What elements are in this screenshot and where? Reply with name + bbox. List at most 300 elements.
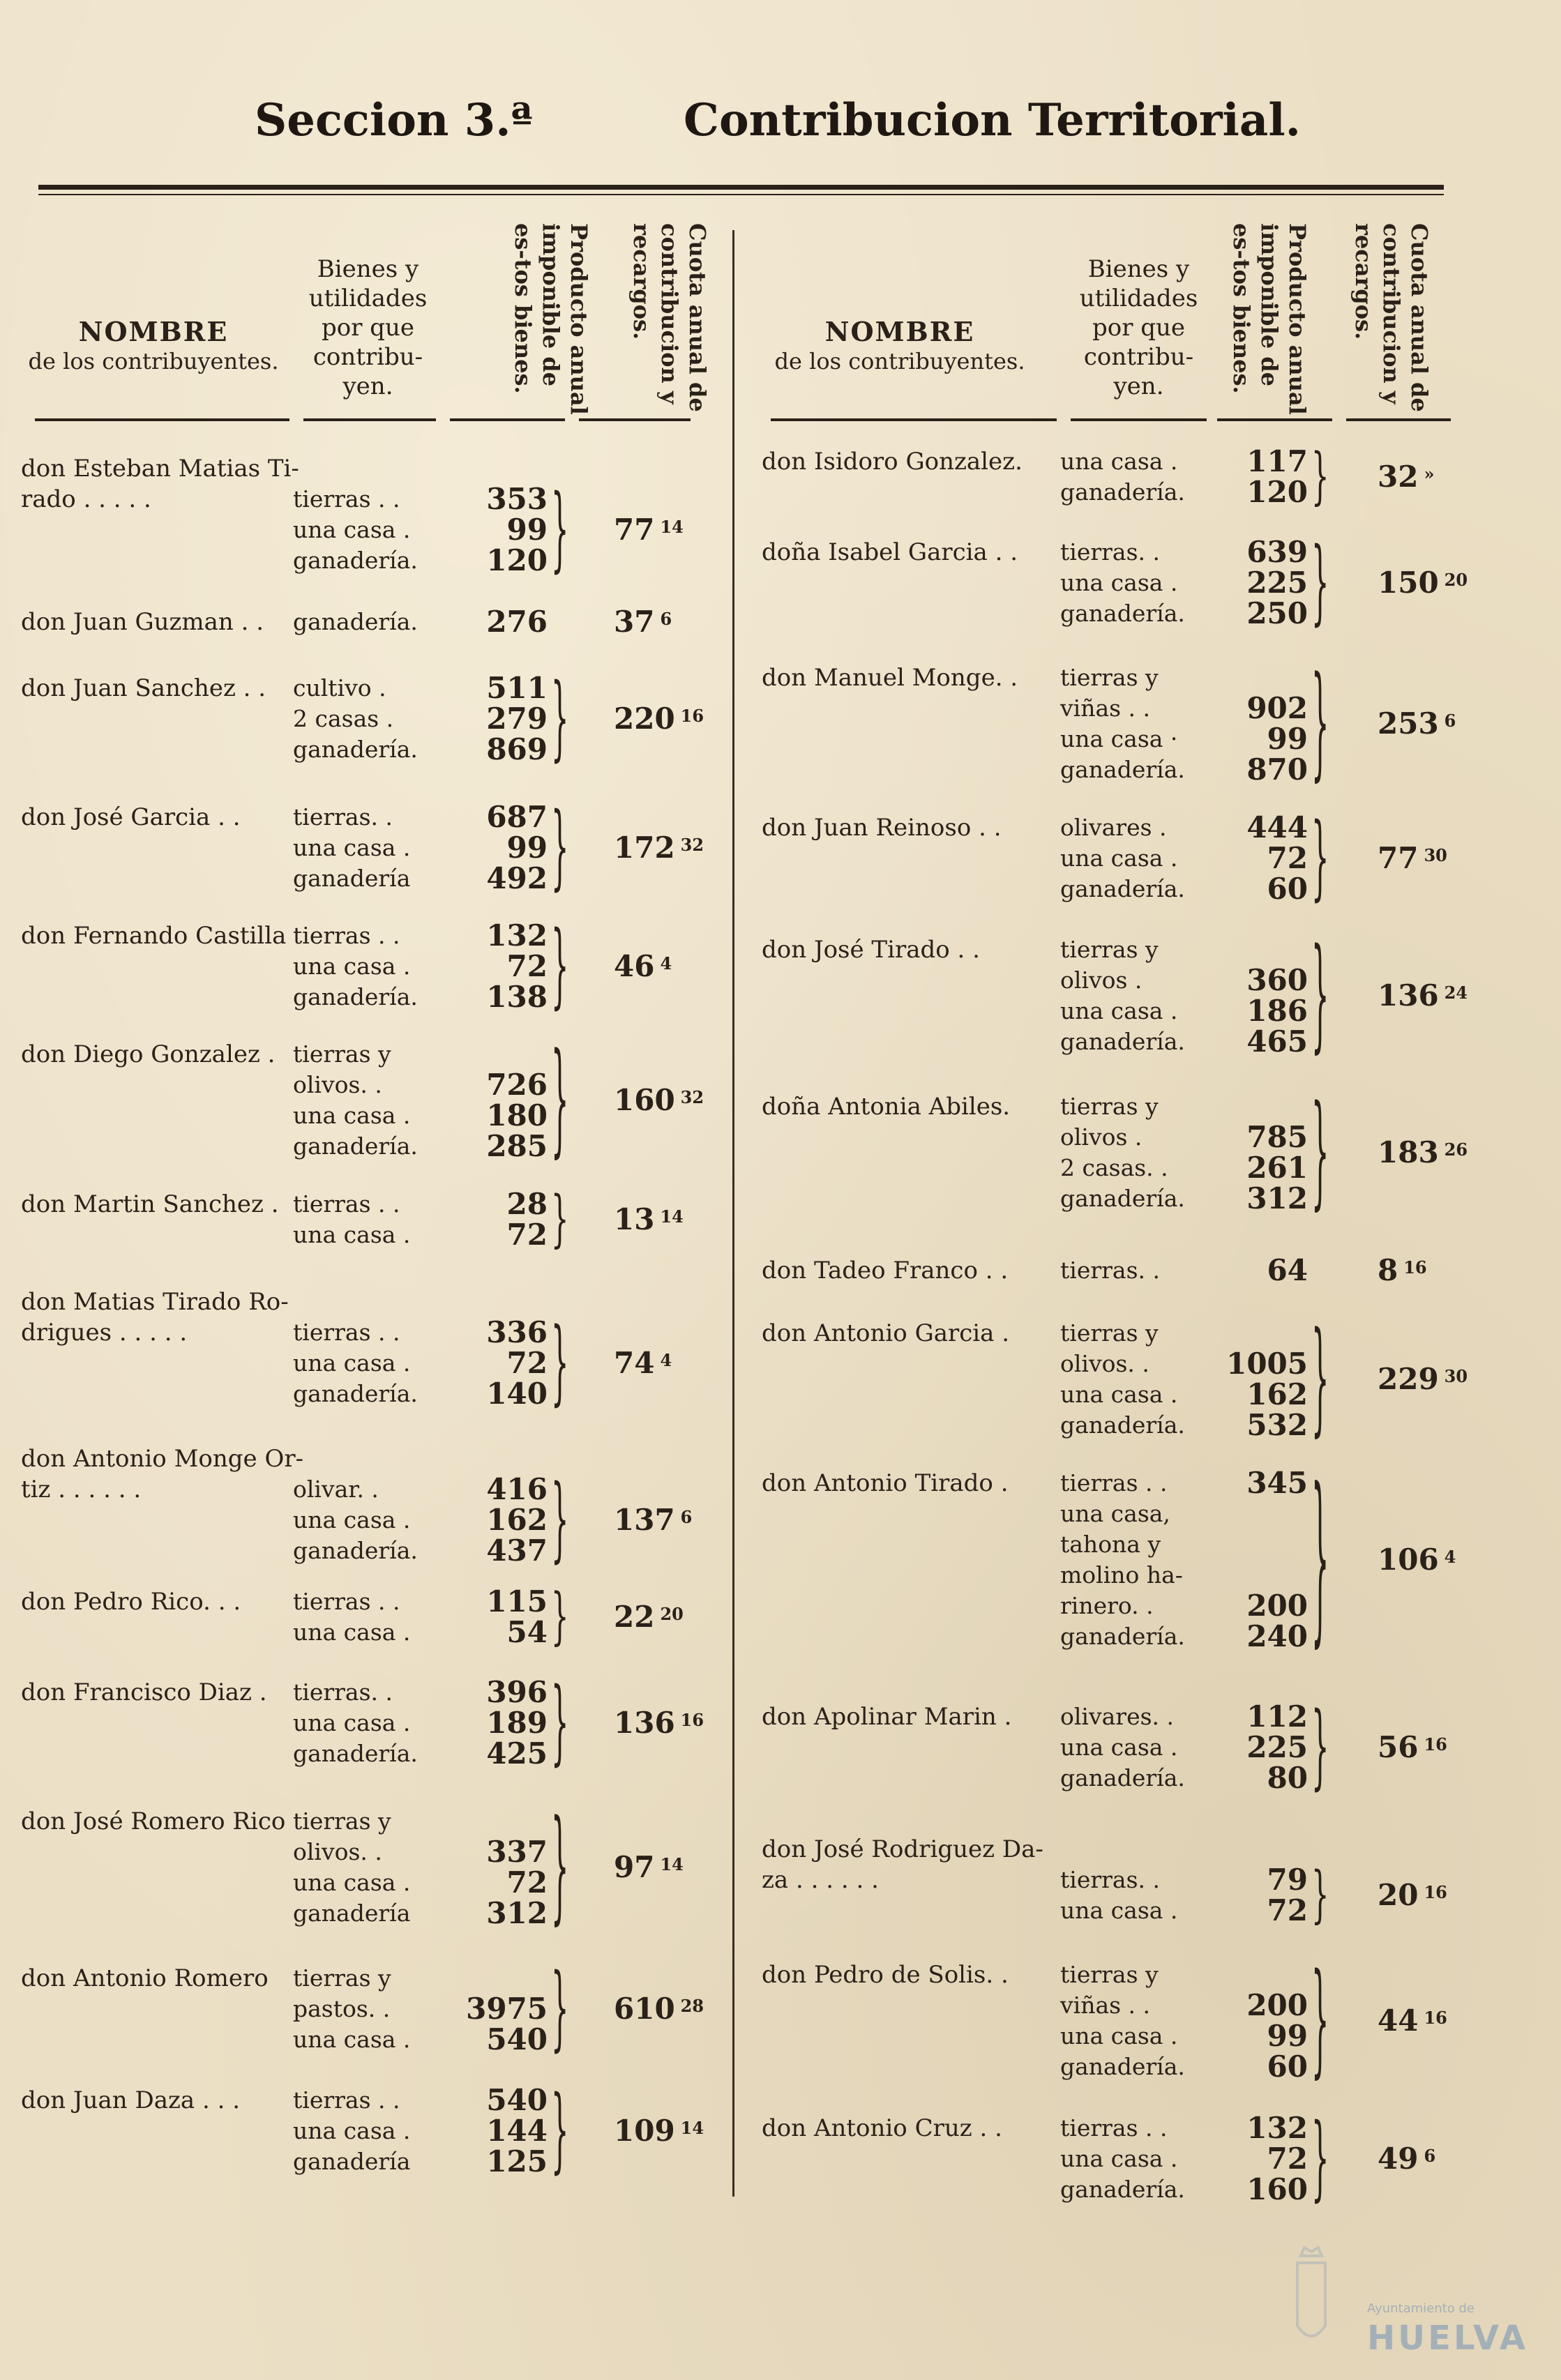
header-underline xyxy=(1217,418,1332,421)
watermark-title: HUELVA xyxy=(1367,2319,1528,2358)
property-value: 112 xyxy=(1246,1699,1308,1734)
cuota-fraction: 16 xyxy=(680,1710,704,1730)
property-value: 532 xyxy=(1246,1408,1308,1442)
property-value: 140 xyxy=(486,1377,548,1411)
property-label: viñas . . xyxy=(1060,1992,1151,2019)
property-label: una casa . xyxy=(293,2026,411,2053)
cuota-fraction: 20 xyxy=(660,1604,684,1624)
contributor-name: don Juan Sanchez . . xyxy=(21,674,266,702)
property-value: 160 xyxy=(1246,2172,1308,2206)
property-label: una casa . xyxy=(1060,2022,1178,2049)
property-label: una casa . xyxy=(1060,1734,1178,1761)
property-label: tierras y xyxy=(1060,1093,1159,1120)
contributor-name: don Antonio Monge Or- xyxy=(21,1445,304,1473)
property-label: ganadería. xyxy=(293,547,418,574)
header-producto-left: Producto anual imponible de es-tos bienes. xyxy=(510,223,592,415)
contributor-name: don José Garcia . . xyxy=(21,803,241,831)
cuota-amount: 8 xyxy=(1378,1253,1398,1287)
grouping-brace: } xyxy=(1311,1695,1329,1801)
cuota-amount: 13 xyxy=(614,1202,655,1236)
property-value: 28 xyxy=(506,1187,548,1221)
property-label: tierras . . xyxy=(293,2086,400,2114)
cuota-amount: 229 xyxy=(1378,1362,1439,1396)
cuota-value xyxy=(1378,462,1434,492)
contributor-name: don Antonio Garcia . xyxy=(762,1319,1010,1347)
property-value: 120 xyxy=(1246,475,1308,509)
cuota-value xyxy=(614,1085,704,1116)
property-label: olivares . xyxy=(1060,814,1167,841)
property-label: 2 casas . xyxy=(293,705,394,732)
property-label: una casa . xyxy=(293,2117,411,2144)
property-value: 336 xyxy=(486,1315,548,1349)
property-label: ganadería. xyxy=(293,1132,418,1160)
contributor-name: don Tadeo Franco . . xyxy=(762,1257,1009,1284)
property-value: 511 xyxy=(486,671,548,705)
contributor-name: doña Isabel Garcia . . xyxy=(762,538,1018,566)
property-label: una casa . xyxy=(1060,1897,1178,1924)
property-value: 72 xyxy=(506,949,548,983)
property-value: 200 xyxy=(1246,1988,1308,2022)
cuota-amount: 150 xyxy=(1378,566,1439,600)
cuota-amount: 183 xyxy=(1378,1135,1439,1169)
cuota-fraction: 32 xyxy=(680,1087,704,1107)
property-value: 225 xyxy=(1246,1730,1308,1764)
property-label: tierras . . xyxy=(293,1319,400,1346)
property-value: 138 xyxy=(486,980,548,1014)
property-value: 186 xyxy=(1246,994,1308,1028)
grouping-brace: } xyxy=(1311,1308,1329,1450)
property-value: 99 xyxy=(506,513,548,547)
top-rule xyxy=(38,185,1444,190)
top-rule-thin xyxy=(38,194,1444,195)
contributor-name: don Juan Reinoso . . xyxy=(762,814,1002,842)
property-value: 60 xyxy=(1267,872,1308,906)
cuota-amount: 20 xyxy=(1378,1878,1419,1912)
property-label: tierras . . xyxy=(293,1588,400,1615)
property-label: una casa . xyxy=(293,1709,411,1736)
property-value: 360 xyxy=(1246,963,1308,997)
contributor-name: don José Rodriguez Da- xyxy=(762,1835,1043,1863)
cuota-amount: 77 xyxy=(1378,841,1419,875)
header-nombre-subtitle: de los contribuyentes. xyxy=(774,348,1025,374)
grouping-brace: } xyxy=(1311,1950,1329,2092)
property-label: pastos. . xyxy=(293,1995,391,2022)
property-label: ganadería. xyxy=(293,1740,418,1767)
property-value: 120 xyxy=(486,543,548,577)
property-label: una casa . xyxy=(1060,997,1178,1024)
property-label: ganadería. xyxy=(1060,1764,1185,1791)
property-label: ganadería. xyxy=(293,608,418,635)
grouping-brace: } xyxy=(551,1029,569,1172)
header-nombre-title: NOMBRE xyxy=(78,316,229,347)
cuota-value xyxy=(1378,2144,1435,2174)
property-label: ganadería xyxy=(293,2148,411,2175)
cuota-fraction: 26 xyxy=(1444,1139,1468,1160)
cuota-fraction: 14 xyxy=(660,517,684,537)
cuota-fraction: 16 xyxy=(680,706,704,726)
property-label: una casa . xyxy=(293,1869,411,1896)
property-value: 162 xyxy=(486,1503,548,1537)
property-label: molino ha- xyxy=(1060,1561,1183,1589)
header-cuota-right: Cuota anual de contribucion y recargos. xyxy=(1350,223,1433,412)
contributor-name: don Martin Sanchez . xyxy=(21,1190,279,1218)
property-value: 902 xyxy=(1246,691,1308,725)
cuota-value xyxy=(1378,1545,1456,1575)
cuota-value xyxy=(614,515,684,545)
header-bienes-left: Bienes y utilidades por que contribu-yen. xyxy=(308,255,428,400)
property-label: cultivo . xyxy=(293,674,386,702)
property-label: una casa . xyxy=(1060,448,1178,475)
contributor-name: don José Romero Rico xyxy=(21,1807,286,1835)
section-number: Seccion 3.ª xyxy=(255,94,533,146)
cuota-amount: 172 xyxy=(614,831,675,865)
contributor-name: don Antonio Tirado . xyxy=(762,1469,1009,1497)
property-value: 444 xyxy=(1246,810,1308,844)
grouping-brace: } xyxy=(551,666,569,772)
watermark-subtitle: Ayuntamiento de xyxy=(1367,2301,1475,2316)
property-value: 869 xyxy=(486,732,548,766)
cuota-amount: 56 xyxy=(1378,1730,1419,1764)
property-value: 540 xyxy=(486,2083,548,2117)
property-label: olivos. . xyxy=(293,1071,382,1098)
cuota-amount: 136 xyxy=(614,1706,675,1740)
contributor-name: don Isidoro Gonzalez. xyxy=(762,448,1023,476)
property-value: 72 xyxy=(506,1346,548,1380)
property-value: 540 xyxy=(486,2022,548,2056)
property-value: 465 xyxy=(1246,1024,1308,1059)
property-value: 60 xyxy=(1267,2049,1308,2084)
column-divider xyxy=(732,230,734,2197)
grouping-brace: } xyxy=(551,2078,569,2184)
property-label: ganadería. xyxy=(1060,1411,1185,1439)
property-value: 3975 xyxy=(466,1992,548,2026)
section-title: Contribucion Territorial. xyxy=(684,94,1301,146)
property-value: 261 xyxy=(1246,1151,1308,1185)
cuota-amount: 136 xyxy=(1378,978,1439,1013)
property-label: olivos . xyxy=(1060,1123,1143,1151)
cuota-value xyxy=(614,1505,692,1536)
grouping-brace: } xyxy=(551,914,569,1020)
property-label: olivos . xyxy=(1060,967,1143,994)
property-value: 416 xyxy=(486,1472,548,1506)
cuota-fraction: 6 xyxy=(660,609,672,629)
cuota-amount: 49 xyxy=(1378,2142,1419,2176)
grouping-brace: } xyxy=(1311,653,1329,795)
cuota-value xyxy=(614,2116,704,2146)
cuota-fraction: » xyxy=(1424,464,1435,484)
property-value: 144 xyxy=(486,2114,548,2148)
property-value: 162 xyxy=(1246,1377,1308,1411)
cuota-amount: 97 xyxy=(614,1850,655,1884)
header-nombre-subtitle: de los contribuyentes. xyxy=(28,348,279,374)
property-value: 99 xyxy=(1267,722,1308,756)
property-label: tierras . . xyxy=(1060,2114,1168,2142)
cuota-amount: 220 xyxy=(614,702,675,736)
cuota-fraction: 6 xyxy=(1444,711,1456,731)
property-label: tierras. . xyxy=(1060,538,1160,566)
grouping-brace: } xyxy=(1311,1454,1329,1666)
grouping-brace: } xyxy=(1311,1860,1329,1931)
contributor-name: don Apolinar Marin . xyxy=(762,1703,1012,1731)
grouping-brace: } xyxy=(551,1956,569,2062)
property-value: 225 xyxy=(1246,566,1308,600)
contributor-name: don Antonio Romero xyxy=(21,1964,269,1992)
property-value: 72 xyxy=(1267,2142,1308,2176)
contributor-name: don Antonio Cruz . . xyxy=(762,2114,1002,2142)
property-label: tierras y xyxy=(1060,664,1159,691)
cuota-value xyxy=(1378,2003,1447,2038)
property-label: ganadería xyxy=(293,1900,411,1927)
property-label: una casa . xyxy=(293,953,411,980)
property-value: 117 xyxy=(1246,444,1308,478)
property-label: tierras. . xyxy=(293,1678,393,1706)
property-value: 99 xyxy=(506,831,548,865)
contributor-name: don Fernando Castilla xyxy=(21,922,287,950)
property-value: 250 xyxy=(1246,596,1308,630)
property-label: olivar. . xyxy=(293,1476,379,1503)
cuota-value xyxy=(614,1348,672,1379)
property-label: tahona y xyxy=(1060,1531,1161,1558)
cuota-amount: 32 xyxy=(1378,460,1419,494)
property-value: 72 xyxy=(506,1218,548,1252)
contributor-name: don Diego Gonzalez . xyxy=(21,1040,276,1068)
grouping-brace: } xyxy=(551,795,569,901)
property-label: ganadería. xyxy=(1060,875,1185,902)
grouping-brace: } xyxy=(551,477,569,583)
property-value: 337 xyxy=(486,1835,548,1869)
cuota-fraction: 30 xyxy=(1424,845,1447,865)
property-value: 492 xyxy=(486,861,548,895)
cuota-value xyxy=(1378,1255,1427,1286)
property-label: una casa . xyxy=(1060,569,1178,596)
grouping-brace: } xyxy=(1311,441,1329,513)
contributor-name: don Pedro Rico. . . xyxy=(21,1588,241,1616)
property-label: tierras . . xyxy=(1060,1469,1168,1496)
property-label: viñas . . xyxy=(1060,695,1151,722)
property-value: 240 xyxy=(1246,1619,1308,1653)
cuota-fraction: 16 xyxy=(1424,1734,1447,1754)
property-label: ganadería. xyxy=(293,1380,418,1407)
cuota-fraction: 32 xyxy=(680,835,704,855)
property-value: 785 xyxy=(1246,1120,1308,1154)
grouping-brace: } xyxy=(1311,2106,1329,2212)
property-value: 99 xyxy=(1267,2019,1308,2053)
property-label: ganadería xyxy=(293,865,411,892)
cuota-amount: 137 xyxy=(614,1503,675,1537)
cuota-value xyxy=(614,1204,684,1235)
cuota-fraction: 16 xyxy=(1403,1257,1427,1278)
cuota-amount: 77 xyxy=(614,513,655,547)
header-underline xyxy=(450,418,565,421)
cuota-value xyxy=(614,1994,704,2024)
header-bienes-right: Bienes y utilidades por que contribu-yen. xyxy=(1079,255,1198,400)
cuota-value xyxy=(1378,1137,1468,1168)
cuota-fraction: 28 xyxy=(680,1996,704,2016)
property-label: tierras y xyxy=(293,1807,391,1835)
header-underline xyxy=(303,418,436,421)
property-value: 279 xyxy=(486,702,548,736)
cuota-amount: 253 xyxy=(1378,706,1439,741)
property-label: una casa . xyxy=(293,1349,411,1377)
property-label: una casa . xyxy=(293,1221,411,1248)
property-value: 54 xyxy=(506,1615,548,1649)
cuota-value xyxy=(614,833,704,863)
property-label: tierras y xyxy=(1060,1319,1159,1347)
grouping-brace: } xyxy=(1311,1082,1329,1224)
contributor-name: za . . . . . . xyxy=(762,1866,879,1894)
grouping-brace: } xyxy=(551,1796,569,1939)
cuota-amount: 22 xyxy=(614,1600,655,1634)
contributor-name: don Manuel Monge. . xyxy=(762,664,1018,692)
property-label: ganadería. xyxy=(293,736,418,763)
cuota-fraction: 16 xyxy=(1424,1882,1447,1902)
property-label: ganadería. xyxy=(1060,1623,1185,1650)
grouping-brace: } xyxy=(1311,805,1329,911)
property-value: 726 xyxy=(486,1068,548,1102)
property-value: 639 xyxy=(1246,535,1308,569)
property-label: una casa . xyxy=(293,834,411,861)
property-value: 312 xyxy=(1246,1181,1308,1215)
property-value: 1005 xyxy=(1226,1347,1308,1381)
property-value: 115 xyxy=(486,1584,548,1619)
cuota-fraction: 30 xyxy=(1444,1366,1468,1386)
contributor-name: doña Antonia Abiles. xyxy=(762,1093,1011,1121)
property-value: 396 xyxy=(486,1675,548,1709)
property-label: una casa . xyxy=(1060,1381,1178,1408)
cuota-amount: 106 xyxy=(1378,1543,1439,1577)
property-value: 72 xyxy=(1267,841,1308,875)
property-value: 132 xyxy=(486,918,548,953)
cuota-value xyxy=(1378,980,1468,1011)
property-label: olivos. . xyxy=(293,1838,382,1865)
property-label: tierras . . xyxy=(293,1190,400,1218)
grouping-brace: } xyxy=(1311,925,1329,1067)
property-value: 687 xyxy=(486,800,548,834)
property-label: ganadería. xyxy=(1060,756,1185,783)
contributor-name: don José Tirado . . xyxy=(762,936,980,964)
grouping-brace: } xyxy=(551,1310,569,1416)
cuota-value xyxy=(1378,843,1447,874)
property-value: 437 xyxy=(486,1533,548,1568)
cuota-fraction: 4 xyxy=(660,953,672,973)
property-value: 72 xyxy=(1267,1893,1308,1927)
property-value: 285 xyxy=(486,1129,548,1163)
cuota-value xyxy=(614,704,704,734)
property-label: tierras y xyxy=(1060,1961,1159,1988)
header-underline xyxy=(1071,418,1207,421)
property-value: 132 xyxy=(1246,2111,1308,2145)
contributor-name: don Francisco Diaz . xyxy=(21,1678,267,1706)
property-label: una casa · xyxy=(1060,725,1178,752)
cuota-fraction: 4 xyxy=(660,1350,672,1370)
property-label: tierras y xyxy=(1060,936,1159,963)
property-label: una casa . xyxy=(1060,844,1178,872)
property-value: 345 xyxy=(1246,1466,1308,1500)
cuota-value xyxy=(1378,1880,1447,1911)
cuota-fraction: 14 xyxy=(660,1854,684,1874)
property-label: olivares. . xyxy=(1060,1703,1175,1730)
cuota-amount: 74 xyxy=(614,1346,655,1380)
grouping-brace: } xyxy=(551,1184,569,1255)
cuota-value xyxy=(1378,568,1468,598)
cuota-fraction: 16 xyxy=(1424,2008,1447,2028)
cuota-fraction: 4 xyxy=(1444,1547,1456,1567)
contributor-name: drigues . . . . . xyxy=(21,1319,188,1347)
grouping-brace: } xyxy=(551,1467,569,1573)
property-label: una casa . xyxy=(293,1102,411,1129)
header-underline xyxy=(35,418,289,421)
cuota-value xyxy=(614,1708,704,1738)
cuota-amount: 610 xyxy=(614,1992,675,2026)
cuota-amount: 44 xyxy=(1378,2003,1419,2038)
property-label: tierras. . xyxy=(1060,1866,1160,1893)
property-value: 870 xyxy=(1246,752,1308,787)
property-label: 2 casas. . xyxy=(1060,1154,1168,1181)
property-label: una casa . xyxy=(293,1619,411,1646)
contributor-name: tiz . . . . . . xyxy=(21,1476,142,1503)
property-value: 72 xyxy=(506,1865,548,1900)
grouping-brace: } xyxy=(551,1670,569,1776)
contributor-name: rado . . . . . xyxy=(21,485,151,513)
cuota-fraction: 24 xyxy=(1444,983,1468,1003)
property-value: 200 xyxy=(1246,1589,1308,1623)
contributor-name: don Matias Tirado Ro- xyxy=(21,1288,289,1316)
cuota-value xyxy=(614,607,672,637)
property-label: ganadería. xyxy=(1060,1185,1185,1212)
property-label: ganadería. xyxy=(1060,600,1185,627)
grouping-brace: } xyxy=(551,1582,569,1653)
property-label: ganadería. xyxy=(1060,2176,1185,2203)
property-label: ganadería. xyxy=(1060,2053,1185,2080)
cuota-value xyxy=(1378,708,1456,739)
header-producto-right: Producto anual imponible de es-tos bienes. xyxy=(1228,223,1311,415)
header-underline xyxy=(579,418,691,421)
property-value: 425 xyxy=(486,1736,548,1771)
property-label: tierras . . xyxy=(293,922,400,949)
property-label: ganadería. xyxy=(1060,478,1185,506)
cuota-value xyxy=(614,951,672,982)
cuota-amount: 37 xyxy=(614,605,655,639)
property-label: ganadería. xyxy=(293,983,418,1010)
property-value: 312 xyxy=(486,1896,548,1930)
cuota-amount: 46 xyxy=(614,949,655,983)
property-label: una casa . xyxy=(293,516,411,543)
contributor-name: don Juan Guzman . . xyxy=(21,608,264,636)
property-label: tierras y xyxy=(293,1964,391,1992)
cuota-fraction: 14 xyxy=(680,2118,704,2138)
cuota-value xyxy=(1378,1364,1468,1395)
property-label: una casa . xyxy=(1060,2145,1178,2172)
header-underline xyxy=(1346,418,1451,421)
property-value: 353 xyxy=(486,482,548,516)
property-label: olivos. . xyxy=(1060,1350,1149,1377)
header-nombre-right xyxy=(767,317,1032,376)
property-label: tierras. . xyxy=(293,803,393,831)
property-value: 79 xyxy=(1267,1863,1308,1897)
property-label: tierras. . xyxy=(1060,1257,1160,1284)
contributor-name: don Juan Daza . . . xyxy=(21,2086,241,2114)
property-value: 276 xyxy=(486,605,548,639)
cuota-amount: 109 xyxy=(614,2114,675,2148)
property-label: ganadería. xyxy=(293,1537,418,1564)
cuota-value xyxy=(614,1852,684,1883)
cuota-value xyxy=(1378,1732,1447,1763)
contributor-name: don Esteban Matias Ti- xyxy=(21,455,299,483)
cuota-amount: 160 xyxy=(614,1083,675,1117)
cuota-value xyxy=(614,1602,684,1632)
cuota-fraction: 6 xyxy=(1424,2146,1436,2166)
property-value: 80 xyxy=(1267,1761,1308,1795)
